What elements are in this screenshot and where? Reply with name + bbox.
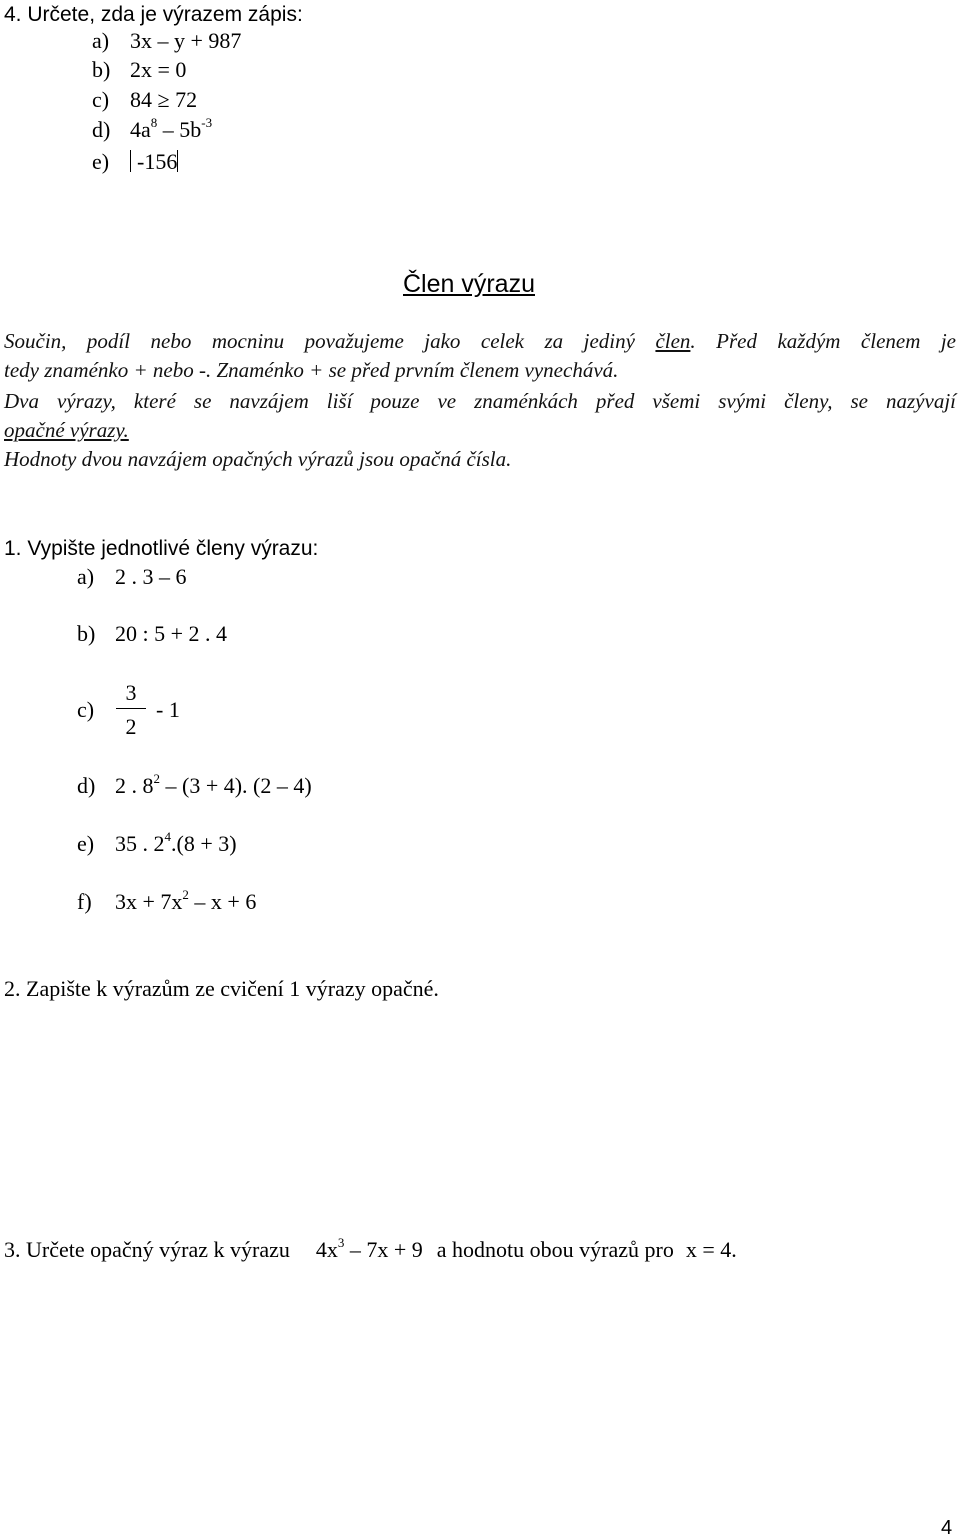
paragraph-line: Dva výrazy, které se navzájem liší pouze ve znaménkách před všemi svými členy, se nazývají (4, 389, 956, 413)
item-label: d) (92, 117, 111, 142)
task1-item-a (77, 566, 187, 588)
expr-part: – (3 + 4). (2 – 4) (160, 773, 312, 798)
text-run: 3. Určete opačný výraz k výrazu (4, 1237, 290, 1262)
expr-part: – x + 6 (188, 889, 257, 914)
item-label: b) (92, 57, 111, 82)
task1-title: 1. Vypište jednotlivé členy výrazu: (4, 537, 319, 560)
expr-part: – 5b (157, 117, 202, 142)
abs-bar-right (177, 150, 178, 172)
item-label: e) (77, 831, 95, 856)
task3-line (4, 1235, 737, 1262)
expr-part: 4a (130, 117, 151, 142)
exponent: 2 (182, 887, 189, 902)
abs-bar-left (130, 150, 131, 172)
item-label: b) (77, 621, 96, 646)
exponent: 8 (150, 115, 158, 130)
text-run: a hodnotu obou výrazů pro (436, 1237, 674, 1262)
item-label: a) (77, 564, 95, 589)
task1-item-f (77, 887, 257, 914)
paragraph-line (4, 327, 956, 356)
paragraph-line: tedy znaménko + nebo -. Znaménko + se před prvním členem vynechává. (4, 358, 619, 382)
item-label: e) (92, 149, 110, 174)
paragraph-line: opačné výrazy. (4, 418, 129, 442)
item-label: c) (92, 87, 110, 112)
item-text: 20 : 5 + 2 . 4 (115, 621, 228, 646)
term-link[interactable]: člen (655, 329, 691, 353)
task4-item-b (92, 59, 186, 81)
fraction-numerator: 3 (125, 680, 137, 705)
expr-part: 35 . 2 (115, 831, 165, 856)
item-text: 84 ≥ 72 (130, 87, 198, 112)
exponent: -3 (201, 115, 213, 130)
fraction (116, 682, 146, 738)
page-number: 4 (941, 1517, 953, 1539)
paragraph-line: Hodnoty dvou navzájem opačných výrazů jsou opačná čísla. (4, 447, 512, 471)
task4-title: 4. Určete, zda je výrazem zápis: (4, 3, 303, 26)
section-heading: Člen výrazu (403, 270, 535, 298)
item-text: -156 (137, 149, 178, 174)
expr-part: 4x (315, 1237, 338, 1262)
expr-part: 2 . 8 (115, 773, 154, 798)
fraction-denominator: 2 (125, 714, 137, 739)
expr-part: – 7x + 9 (344, 1237, 423, 1262)
expr-part: 3x + 7x (115, 889, 183, 914)
task1-item-c-label: c) (77, 697, 95, 722)
task4-item-a (92, 30, 241, 52)
task2-title: 2. Zapište k výrazům ze cvičení 1 výrazy opačné. (4, 976, 439, 1001)
text-run: . Před každým členem je (690, 329, 957, 353)
task1-item-d (77, 771, 312, 798)
task4-item-e (92, 150, 178, 173)
task1-item-b (77, 623, 227, 645)
text-run: x = 4. (685, 1237, 737, 1262)
task4-item-d (92, 115, 213, 142)
item-label: d) (77, 773, 96, 798)
item-text: 2x = 0 (130, 57, 187, 82)
exponent: 4 (164, 829, 171, 844)
task1-item-e (77, 829, 237, 856)
item-label: f) (77, 889, 92, 914)
item-text: 3x – y + 987 (130, 28, 242, 53)
exponent: 2 (153, 771, 160, 786)
task1-item-c-rest: - 1 (156, 697, 180, 722)
item-text: 2 . 3 – 6 (115, 564, 187, 589)
fraction-bar (116, 708, 146, 709)
item-label: a) (92, 28, 110, 53)
task4-item-c (92, 89, 197, 111)
exponent: 3 (337, 1235, 345, 1250)
text-run: Součin, podíl nebo mocninu považujeme jako celek za jediný (4, 329, 656, 353)
expr-part: .(8 + 3) (171, 831, 237, 856)
